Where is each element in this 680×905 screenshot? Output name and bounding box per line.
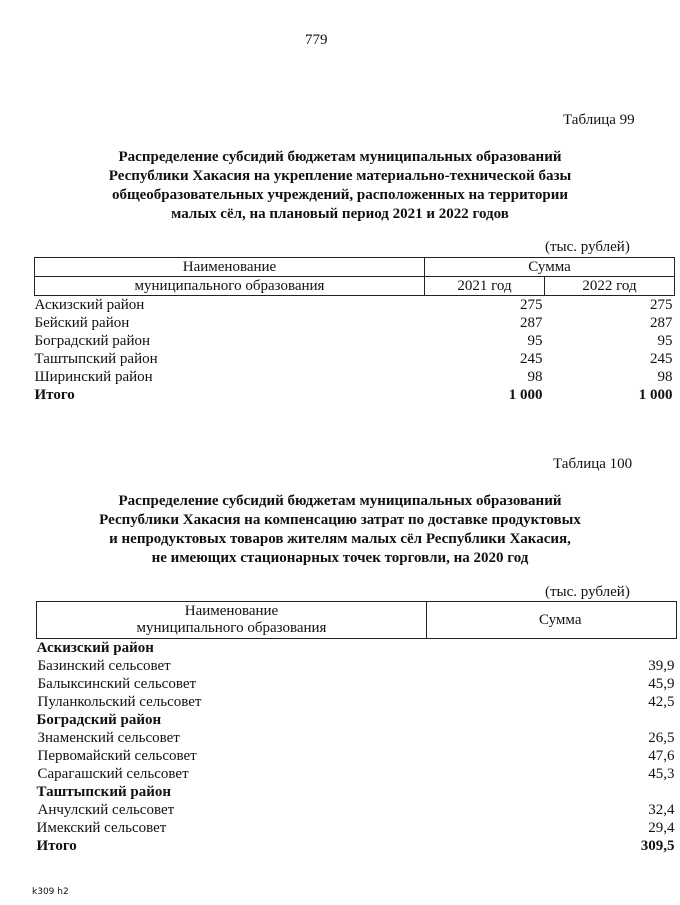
- row-value-2021: 95: [527, 333, 543, 349]
- row-value: 42,5: [648, 694, 675, 710]
- row-value: 45,9: [648, 676, 675, 692]
- row-value-2021: 245: [520, 351, 543, 367]
- table-row: [35, 296, 675, 315]
- table-row: [37, 675, 677, 693]
- row-name: Сарагашский сельсовет: [37, 766, 189, 782]
- table100-header-name: [37, 602, 427, 639]
- row-value-2022: 275: [650, 297, 673, 313]
- table100-header-name-2: муниципального образования: [136, 620, 327, 636]
- total-value-2021: 1 000: [508, 387, 543, 403]
- table99-title-line: Распределение субсидий бюджетам муниципальных образований: [118, 149, 562, 165]
- row-value: 39,9: [648, 658, 675, 674]
- table99: [34, 257, 675, 404]
- row-value: 32,4: [648, 802, 675, 818]
- row-name: Первомайский сельсовет: [37, 748, 197, 764]
- row-value-2022: 98: [657, 369, 673, 385]
- table99-label: Таблица 99: [563, 112, 635, 128]
- group-name: Аскизский район: [36, 640, 154, 656]
- table100-title-line: Распределение субсидий бюджетам муниципальных образований: [118, 493, 562, 509]
- table100-title-line: и непродуктовых товаров жителям малых сёл Республики Хакасия,: [109, 531, 571, 547]
- row-value: 47,6: [648, 748, 675, 764]
- row-value-2021: 275: [520, 297, 543, 313]
- table-row: [37, 747, 677, 765]
- table100-total-row: [37, 837, 677, 855]
- table100-header-name-1: Наименование: [184, 603, 279, 619]
- table100-header-sum: Сумма: [427, 602, 677, 639]
- table100-title-line: не имеющих стационарных точек торговли, на 2020 год: [151, 550, 529, 566]
- table99-header-name-1: Наименование: [35, 258, 425, 277]
- row-name: Боградский район: [34, 333, 151, 349]
- table100-title: [0, 492, 680, 568]
- total-label: Итого: [36, 838, 77, 854]
- row-name: Знаменский сельсовет: [37, 730, 180, 746]
- row-value-2022: 95: [657, 333, 673, 349]
- row-value: 26,5: [648, 730, 675, 746]
- row-name: Ширинский район: [34, 369, 153, 385]
- row-value: 45,3: [648, 766, 675, 782]
- table99-title-line: Республики Хакасия на укрепление материально-технической базы: [108, 168, 572, 184]
- table-row: [35, 350, 675, 368]
- table-row: [35, 314, 675, 332]
- table100: [36, 601, 677, 855]
- table-row: [35, 368, 675, 386]
- table99-title-line: малых сёл, на плановый период 2021 и 2022 годов: [171, 206, 509, 222]
- table100-label: Таблица 100: [553, 456, 633, 472]
- table-row: [37, 765, 677, 783]
- row-value-2021: 98: [527, 369, 543, 385]
- table99-header-name-2: муниципального образования: [35, 277, 425, 296]
- table-row: [37, 819, 677, 837]
- footer-code: k309 h2: [32, 887, 69, 897]
- table100-unit: (тыс. рублей): [545, 584, 630, 600]
- table99-header-2021: 2021 год: [425, 277, 545, 296]
- table99-unit: (тыс. рублей): [545, 239, 630, 255]
- table-row: [37, 801, 677, 819]
- table-row: [37, 693, 677, 711]
- total-value-2022: 1 000: [638, 387, 673, 403]
- row-name: Анчулский сельсовет: [37, 802, 175, 818]
- table100-title-line: Республики Хакасия на компенсацию затрат по доставке продуктовых: [99, 512, 581, 528]
- page-number: 779: [305, 32, 328, 48]
- row-name: Таштыпский район: [34, 351, 158, 367]
- group-row: [37, 711, 677, 729]
- table99-title-line: общеобразовательных учреждений, расположенных на территории: [111, 187, 569, 203]
- table99-header-sum: Сумма: [425, 258, 675, 277]
- row-value-2022: 245: [650, 351, 673, 367]
- row-name: Балыксинский сельсовет: [37, 676, 197, 692]
- row-value-2022: 287: [650, 315, 673, 331]
- table99-header-2022: 2022 год: [545, 277, 675, 296]
- row-value: 29,4: [648, 820, 675, 836]
- group-name: Таштыпский район: [36, 784, 171, 800]
- table-row: [37, 729, 677, 747]
- row-name: Базинский сельсовет: [37, 658, 171, 674]
- table99-total-row: [35, 386, 675, 404]
- group-row: [37, 783, 677, 801]
- total-value: 309,5: [640, 838, 675, 854]
- table-row: [35, 332, 675, 350]
- total-label: Итого: [34, 387, 75, 403]
- row-name: Имекский сельсовет: [36, 820, 167, 836]
- table99-title: [0, 148, 680, 224]
- row-name: Пуланкольский сельсовет: [37, 694, 202, 710]
- row-value-2021: 287: [520, 315, 543, 331]
- row-name: Аскизский район: [34, 297, 145, 313]
- group-name: Боградский район: [36, 712, 162, 728]
- group-row: [37, 639, 677, 658]
- row-name: Бейский район: [34, 315, 130, 331]
- table-row: [37, 657, 677, 675]
